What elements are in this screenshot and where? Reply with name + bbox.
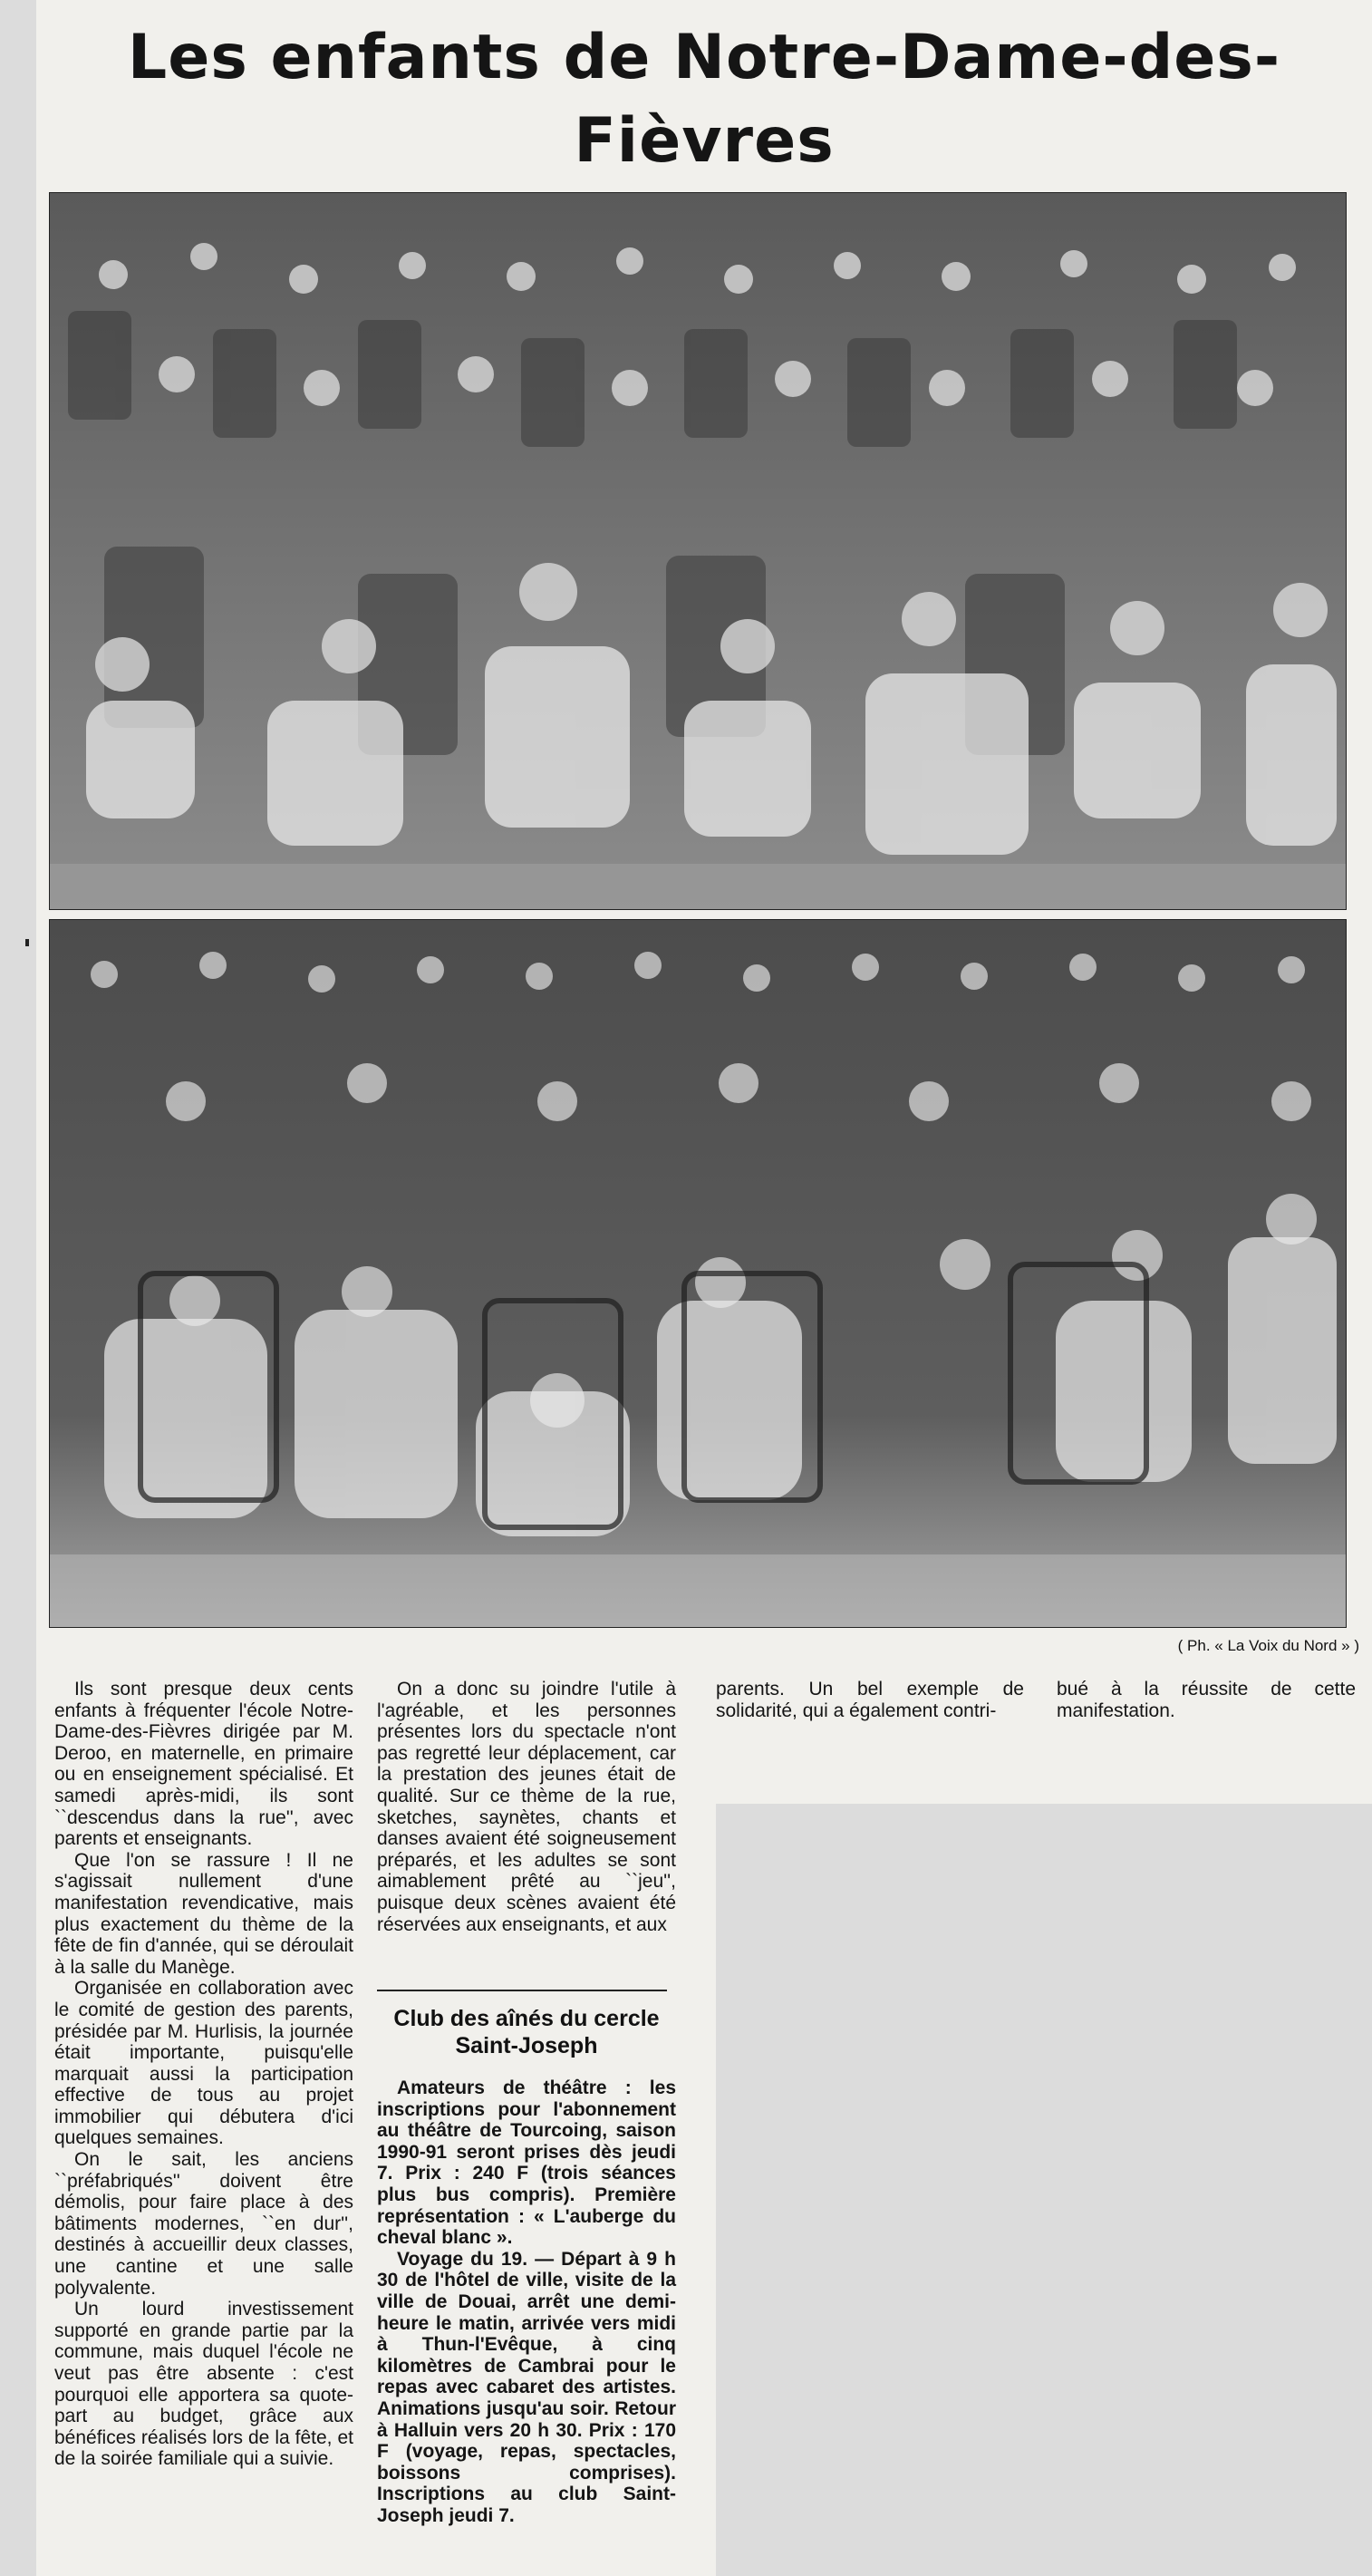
- club-lead-theatre: Amateurs de théâtre: [397, 2077, 607, 2098]
- article-paragraph: Un lourd investissement supporté en grande partie par la commune, mais duquel l'école ne veut pas être absente : c'est pourquoi elle apportera sa quote-part au budget, grâce aux bénéfices réalisés lors de la fête, et de la soirée familiale qui a suivie.: [54, 2299, 353, 2470]
- club-paragraph-theatre: [377, 2077, 676, 2249]
- photo-illustration-bottom: [50, 920, 1346, 1627]
- article-paragraph: Organisée en collaboration avec le comité de gestion des parents, présidée par M. Hurlisis, la journée était importante, puisqu'elle marquait aussi la participation effective de tous au projet immobilier qui débutera d'ici quelques semaines.: [54, 1978, 353, 2149]
- photo-children-seated-top: [49, 192, 1347, 910]
- photo-credit: ( Ph. « La Voix du Nord » ): [1177, 1637, 1359, 1654]
- article-column-3: [716, 1679, 1024, 1721]
- article-paragraph: bué à la réussite de cette manifestation.: [1057, 1679, 1356, 1721]
- article-paragraph: parents. Un bel exemple de solidarité, qui a également contri-: [716, 1679, 1024, 1721]
- section-divider: [377, 1990, 667, 1991]
- photo-illustration-top: [50, 193, 1346, 909]
- article-paragraph: On a donc su joindre l'utile à l'agréable, et les personnes présentes lors du spectacle n'ont pas regretté leur déplacement, car la prestation des jeunes était de qualité. Sur ce thème de la rue, sketches, saynètes, chants et danses avaient été soigneusement préparés, et les adultes se sont aimablement prêté au ``jeu'', puisque deux scènes avaient été réservées aux enseignants, et aux: [377, 1679, 676, 1935]
- article-paragraph: On le sait, les anciens ``préfabriqués'' doivent être démolis, pour faire place à des bâtiments modernes, ``en dur'', destinés à accueillir deux classes, une cantine et une salle polyvalente.: [54, 2149, 353, 2299]
- print-speck: [25, 939, 29, 946]
- headline-line-1: Les enfants de Notre-Dame-des-Fièvres: [127, 22, 1281, 177]
- photo-children-seated-bottom: [49, 919, 1347, 1628]
- article-column-4: [1057, 1679, 1356, 1721]
- article-paragraph: Ils sont presque deux cents enfants à fréquenter l'école Notre-Dame-des-Fièvres dirigée par M. Deroo, en maternelle, en primaire ou en enseignement spécialisé. Et samedi après-midi, ils sont ``descendus dans la rue'', avec parents et enseignants.: [54, 1679, 353, 1850]
- club-text-voyage: — Départ à 9 h 30 de l'hôtel de ville, visite de la ville de Douai, arrêt une demi-heure le matin, arrivée vers midi à Thun-l'Evêque, à cinq kilomètres de Cambrai pour le repas avec cabaret des artistes. Animations jusqu'au soir. Retour à Halluin vers 20 h 30. Prix : 170 F (voyage, repas, spectacles, boissons comprises). Inscriptions au club Saint-Joseph jeudi 7.: [377, 2248, 676, 2526]
- club-lead-voyage: Voyage du 19.: [397, 2248, 528, 2270]
- club-text-theatre: : les inscriptions pour l'abonnement au théâtre de Tourcoing, saison 1990-91 seront prises dès jeudi 7. Prix : 240 F (trois séances plus bus compris). Première représentation : « L'auberge du cheval blanc ».: [377, 2077, 676, 2249]
- article-paragraph: Que l'on se rassure ! Il ne s'agissait nullement d'une manifestation revendicative, mais plus exactement du thème de la fête de fin d'année, qui se déroulait à la salle du Manège.: [54, 1849, 353, 1978]
- article-column-1: [54, 1679, 353, 2470]
- club-paragraph-voyage: [377, 2249, 676, 2527]
- club-announcement: [377, 2077, 676, 2526]
- club-title: Club des aînés du cercle Saint-Joseph: [393, 2006, 660, 2058]
- article-column-2: [377, 1679, 676, 1935]
